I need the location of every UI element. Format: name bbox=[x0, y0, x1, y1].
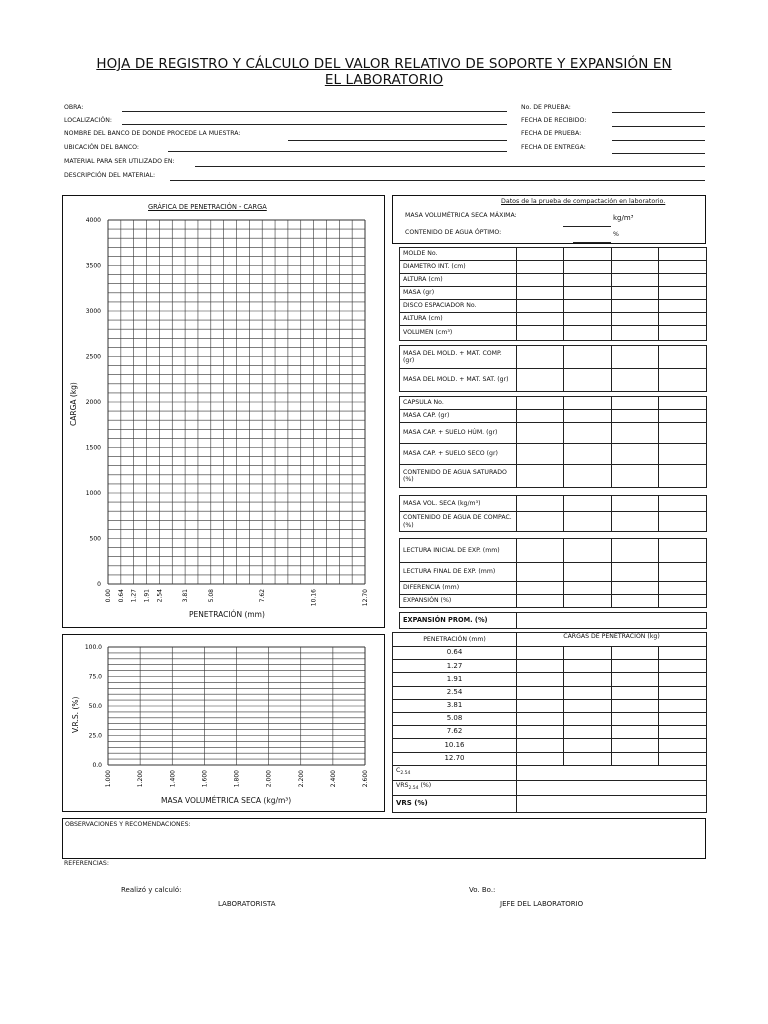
expansion-prom-cell[interactable] bbox=[517, 613, 707, 629]
pen-summary-row bbox=[393, 765, 707, 780]
value-cell[interactable] bbox=[564, 496, 612, 512]
load-cell[interactable] bbox=[517, 739, 564, 752]
value-cell[interactable] bbox=[612, 274, 659, 287]
pen-header-right: CARGAS DE PENETRACIÓN (kg) bbox=[517, 633, 707, 647]
pen-value: 2.54 bbox=[393, 686, 517, 699]
value-cell[interactable] bbox=[517, 397, 564, 410]
value-cell[interactable] bbox=[517, 313, 564, 326]
value-cell[interactable] bbox=[612, 346, 659, 369]
field-line-fecha-recibido[interactable] bbox=[612, 126, 705, 127]
value-cell[interactable] bbox=[517, 595, 564, 608]
value-cell[interactable] bbox=[659, 261, 707, 274]
value-cell[interactable] bbox=[612, 582, 659, 595]
x-tick-label: 7.62 bbox=[259, 589, 267, 603]
load-cell[interactable] bbox=[564, 739, 612, 752]
data-row bbox=[400, 313, 707, 326]
value-cell[interactable] bbox=[659, 397, 707, 410]
value-cell[interactable] bbox=[564, 563, 612, 582]
load-cell[interactable] bbox=[517, 647, 564, 660]
load-cell[interactable] bbox=[612, 726, 659, 739]
x-tick-label: 5.08 bbox=[207, 589, 215, 603]
load-cell[interactable] bbox=[612, 673, 659, 686]
row-label: ALTURA (cm) bbox=[400, 313, 517, 326]
y-tick-label: 75.0 bbox=[88, 673, 102, 681]
load-cell[interactable] bbox=[517, 699, 564, 712]
value-cell[interactable] bbox=[564, 300, 612, 313]
value-cell[interactable] bbox=[612, 300, 659, 313]
y-tick-label: 500 bbox=[89, 535, 101, 543]
load-cell[interactable] bbox=[612, 686, 659, 699]
value-cell[interactable] bbox=[564, 397, 612, 410]
data-row bbox=[400, 326, 707, 341]
value-cell[interactable] bbox=[659, 326, 707, 341]
value-cell[interactable] bbox=[659, 274, 707, 287]
value-cell[interactable] bbox=[517, 582, 564, 595]
row-label: MASA CAP. + SUELO SECO (gr) bbox=[400, 444, 517, 465]
value-cell[interactable] bbox=[564, 261, 612, 274]
data-block-5 bbox=[399, 538, 707, 608]
load-cell[interactable] bbox=[612, 699, 659, 712]
y-tick-label: 3500 bbox=[85, 262, 101, 270]
y-tick-label: 2500 bbox=[85, 353, 101, 361]
value-cell[interactable] bbox=[612, 410, 659, 423]
value-cell[interactable] bbox=[659, 369, 707, 392]
value-cell[interactable] bbox=[659, 539, 707, 563]
row-label: EXPANSIÓN (%) bbox=[400, 595, 517, 608]
x-tick-label: 0.64 bbox=[117, 589, 125, 603]
load-cell[interactable] bbox=[564, 752, 612, 765]
pen-value: 1.27 bbox=[393, 660, 517, 673]
pen-summary-row bbox=[393, 780, 707, 795]
value-cell[interactable] bbox=[612, 397, 659, 410]
observaciones-box[interactable] bbox=[62, 818, 706, 859]
value-cell[interactable] bbox=[612, 261, 659, 274]
value-cell[interactable] bbox=[517, 274, 564, 287]
value-cell[interactable] bbox=[659, 248, 707, 261]
value-cell[interactable] bbox=[564, 248, 612, 261]
field-label-descripcion: DESCRIPCIÓN DEL MATERIAL: bbox=[64, 172, 156, 179]
row-label: MASA CAP. + SUELO HÚM. (gr) bbox=[400, 423, 517, 444]
value-cell[interactable] bbox=[517, 563, 564, 582]
field-line-material[interactable] bbox=[195, 166, 705, 167]
x-tick-label: 2.200 bbox=[297, 770, 305, 788]
value-cell[interactable] bbox=[517, 300, 564, 313]
pen-row bbox=[393, 673, 707, 686]
vrs-chart-ylabel: V.R.S. (%) bbox=[71, 696, 80, 733]
row-label: ALTURA (cm) bbox=[400, 274, 517, 287]
referencias-label: REFERENCIAS: bbox=[64, 860, 109, 867]
load-cell[interactable] bbox=[659, 699, 707, 712]
value-cell[interactable] bbox=[659, 444, 707, 465]
value-cell[interactable] bbox=[564, 595, 612, 608]
c-254-label: $C_{2.54}$ bbox=[393, 765, 517, 780]
value-cell[interactable] bbox=[517, 496, 564, 512]
load-cell[interactable] bbox=[612, 712, 659, 725]
field-label-obra: OBRA: bbox=[64, 104, 84, 111]
data-row bbox=[400, 539, 707, 563]
penetration-chart-plot bbox=[63, 196, 383, 626]
summary-cell[interactable] bbox=[517, 765, 707, 780]
load-cell[interactable] bbox=[517, 726, 564, 739]
row-label: CONTENIDO DE AGUA DE COMPAC. (%) bbox=[400, 512, 517, 532]
value-cell[interactable] bbox=[517, 512, 564, 532]
value-cell[interactable] bbox=[659, 410, 707, 423]
page-title: HOJA DE REGISTRO Y CÁLCULO DEL VALOR RELATIVO DE SOPORTE Y EXPANSIÓN EN bbox=[96, 56, 672, 72]
x-tick-label: 2.400 bbox=[329, 770, 337, 788]
data-row bbox=[400, 582, 707, 595]
value-cell[interactable] bbox=[612, 539, 659, 563]
pen-value: 10.16 bbox=[393, 739, 517, 752]
w-opt-label: CONTENIDO DE AGUA ÓPTIMO: bbox=[405, 229, 502, 236]
load-cell[interactable] bbox=[564, 660, 612, 673]
load-cell[interactable] bbox=[659, 752, 707, 765]
value-cell[interactable] bbox=[517, 410, 564, 423]
value-cell[interactable] bbox=[564, 539, 612, 563]
penetration-chart-xlabel: PENETRACIÓN (mm) bbox=[189, 610, 265, 619]
data-row bbox=[400, 300, 707, 313]
value-cell[interactable] bbox=[659, 346, 707, 369]
pen-row bbox=[393, 647, 707, 660]
expansion-prom-table bbox=[399, 612, 707, 629]
field-line-no-prueba[interactable] bbox=[612, 112, 705, 113]
data-block-2 bbox=[399, 345, 707, 392]
field-label-fecha-entrega: FECHA DE ENTREGA: bbox=[521, 144, 586, 151]
value-cell[interactable] bbox=[612, 496, 659, 512]
field-label-no-prueba: No. DE PRUEBA: bbox=[521, 104, 571, 111]
data-row bbox=[400, 410, 707, 423]
penetration-loads-table bbox=[392, 632, 707, 813]
row-label: MASA VOL. SECA (kg/m³) bbox=[400, 496, 517, 512]
observaciones-label: OBSERVACIONES Y RECOMENDACIONES: bbox=[65, 821, 191, 828]
load-cell[interactable] bbox=[564, 647, 612, 660]
x-tick-label: 2.54 bbox=[156, 589, 164, 603]
x-tick-label: 2.600 bbox=[362, 770, 369, 788]
pen-value: 7.62 bbox=[393, 726, 517, 739]
load-cell[interactable] bbox=[659, 686, 707, 699]
data-row bbox=[400, 346, 707, 369]
field-line-ubicacion[interactable] bbox=[168, 151, 507, 152]
load-cell[interactable] bbox=[659, 739, 707, 752]
value-cell[interactable] bbox=[659, 300, 707, 313]
row-label: MASA DEL MOLD. + MAT. COMP. (gr) bbox=[400, 346, 517, 369]
y-tick-label: 0.0 bbox=[92, 762, 102, 769]
load-cell[interactable] bbox=[612, 739, 659, 752]
pen-value: 1.91 bbox=[393, 673, 517, 686]
load-cell[interactable] bbox=[659, 647, 707, 660]
expansion-prom-label: EXPANSIÓN PROM. (%) bbox=[400, 613, 517, 629]
realizo-label: Realizó y calculó: bbox=[121, 886, 182, 894]
x-tick-label: 1.27 bbox=[130, 589, 138, 603]
row-label: DIFERENCIA (mm) bbox=[400, 582, 517, 595]
value-cell[interactable] bbox=[564, 465, 612, 488]
vobo-label: Vo. Bo.: bbox=[469, 886, 496, 894]
value-cell[interactable] bbox=[517, 369, 564, 392]
value-cell[interactable] bbox=[564, 423, 612, 444]
value-cell[interactable] bbox=[659, 595, 707, 608]
field-line-fecha-prueba[interactable] bbox=[612, 140, 705, 141]
load-cell[interactable] bbox=[564, 673, 612, 686]
row-label: DIAMETRO INT. (cm) bbox=[400, 261, 517, 274]
value-cell[interactable] bbox=[517, 326, 564, 341]
data-row bbox=[400, 248, 707, 261]
value-cell[interactable] bbox=[564, 287, 612, 300]
data-row bbox=[400, 261, 707, 274]
row-label: CAPSULA No. bbox=[400, 397, 517, 410]
value-cell[interactable] bbox=[612, 369, 659, 392]
load-cell[interactable] bbox=[517, 660, 564, 673]
data-row bbox=[400, 287, 707, 300]
data-row bbox=[400, 423, 707, 444]
load-cell[interactable] bbox=[612, 752, 659, 765]
value-cell[interactable] bbox=[659, 496, 707, 512]
data-row bbox=[400, 465, 707, 488]
value-cell[interactable] bbox=[612, 326, 659, 341]
value-cell[interactable] bbox=[564, 444, 612, 465]
load-cell[interactable] bbox=[517, 673, 564, 686]
value-cell[interactable] bbox=[517, 346, 564, 369]
row-label: MASA (gr) bbox=[400, 287, 517, 300]
value-cell[interactable] bbox=[517, 423, 564, 444]
row-label: MOLDE No. bbox=[400, 248, 517, 261]
mvs-max-label: MASA VOLUMÉTRICA SECA MÁXIMA: bbox=[405, 212, 517, 219]
value-cell[interactable] bbox=[612, 423, 659, 444]
value-cell[interactable] bbox=[659, 313, 707, 326]
penetration-chart-title: GRÁFICA DE PENETRACIÓN - CARGA bbox=[148, 203, 267, 211]
y-tick-label: 2000 bbox=[85, 399, 101, 406]
value-cell[interactable] bbox=[659, 423, 707, 444]
field-line-banco[interactable] bbox=[288, 140, 507, 141]
value-cell[interactable] bbox=[612, 595, 659, 608]
compaction-box bbox=[392, 195, 706, 244]
data-row bbox=[400, 369, 707, 392]
row-label: DISCO ESPACIADOR No. bbox=[400, 300, 517, 313]
y-tick-label: 3000 bbox=[85, 308, 101, 315]
y-tick-label: 1000 bbox=[85, 490, 101, 497]
value-cell[interactable] bbox=[564, 346, 612, 369]
w-opt-line[interactable] bbox=[573, 242, 611, 243]
load-cell[interactable] bbox=[659, 712, 707, 725]
load-cell[interactable] bbox=[564, 712, 612, 725]
y-tick-label: 50.0 bbox=[88, 703, 102, 710]
pen-row bbox=[393, 752, 707, 765]
load-cell[interactable] bbox=[659, 660, 707, 673]
vrs-chart-box bbox=[62, 634, 385, 812]
data-row bbox=[400, 512, 707, 532]
value-cell[interactable] bbox=[612, 313, 659, 326]
pen-value: 0.64 bbox=[393, 647, 517, 660]
field-line-fecha-entrega[interactable] bbox=[612, 153, 705, 154]
value-cell[interactable] bbox=[612, 465, 659, 488]
data-row bbox=[400, 563, 707, 582]
pen-row bbox=[393, 726, 707, 739]
load-cell[interactable] bbox=[612, 647, 659, 660]
value-cell[interactable] bbox=[564, 326, 612, 341]
x-tick-label: 2.000 bbox=[265, 770, 273, 788]
jefe-label: JEFE DEL LABORATORIO bbox=[500, 900, 584, 908]
row-label: LECTURA FINAL DE EXP. (mm) bbox=[400, 563, 517, 582]
pen-header-left: PENETRACIÓN (mm) bbox=[393, 633, 517, 647]
x-tick-label: 0.00 bbox=[105, 589, 112, 603]
laboratorista-label: LABORATORISTA bbox=[218, 900, 276, 908]
value-cell[interactable] bbox=[612, 512, 659, 532]
value-cell[interactable] bbox=[564, 410, 612, 423]
load-cell[interactable] bbox=[517, 712, 564, 725]
pen-value: 3.81 bbox=[393, 699, 517, 712]
value-cell[interactable] bbox=[659, 563, 707, 582]
row-label: VOLUMEN (cm³) bbox=[400, 326, 517, 341]
vrs-label: VRS (%) bbox=[393, 795, 517, 812]
load-cell[interactable] bbox=[564, 726, 612, 739]
row-label: MASA CAP. (gr) bbox=[400, 410, 517, 423]
y-tick-label: 25.0 bbox=[88, 732, 102, 740]
value-cell[interactable] bbox=[517, 261, 564, 274]
field-label-material: MATERIAL PARA SER UTILIZADO EN: bbox=[64, 158, 175, 165]
load-cell[interactable] bbox=[517, 752, 564, 765]
value-cell[interactable] bbox=[564, 369, 612, 392]
mvs-max-line[interactable] bbox=[563, 226, 611, 227]
data-row bbox=[400, 444, 707, 465]
penetration-chart-ylabel: CARGA (kg) bbox=[69, 382, 78, 426]
load-cell[interactable] bbox=[517, 686, 564, 699]
page-title-line2: EL LABORATORIO bbox=[324, 72, 444, 88]
load-cell[interactable] bbox=[564, 699, 612, 712]
x-tick-label: 1.000 bbox=[105, 770, 112, 788]
data-row bbox=[400, 397, 707, 410]
value-cell[interactable] bbox=[659, 465, 707, 488]
compaction-heading: Datos de la prueba de compactación en laboratorio. bbox=[501, 198, 666, 205]
load-cell[interactable] bbox=[564, 686, 612, 699]
x-tick-label: 1.800 bbox=[233, 770, 241, 788]
value-cell[interactable] bbox=[517, 248, 564, 261]
row-label: LECTURA INICIAL DE EXP. (mm) bbox=[400, 539, 517, 563]
value-cell[interactable] bbox=[659, 582, 707, 595]
x-tick-label: 1.200 bbox=[137, 770, 145, 788]
field-line-obra[interactable] bbox=[122, 111, 507, 112]
field-line-localizacion[interactable] bbox=[122, 124, 507, 125]
row-label: CONTENIDO DE AGUA SATURADO (%) bbox=[400, 465, 517, 488]
pen-row bbox=[393, 660, 707, 673]
y-tick-label: 0 bbox=[97, 581, 101, 588]
value-cell[interactable] bbox=[612, 563, 659, 582]
y-tick-label: 100.0 bbox=[84, 644, 102, 651]
field-label-banco: NOMBRE DEL BANCO DE DONDE PROCEDE LA MUESTRA: bbox=[64, 130, 241, 137]
value-cell[interactable] bbox=[517, 465, 564, 488]
field-label-fecha-prueba: FECHA DE PRUEBA: bbox=[521, 130, 582, 137]
pen-row bbox=[393, 712, 707, 725]
w-opt-unit: % bbox=[613, 231, 619, 238]
load-cell[interactable] bbox=[612, 660, 659, 673]
value-cell[interactable] bbox=[517, 539, 564, 563]
mvs-max-unit: kg/m³ bbox=[613, 214, 634, 222]
load-cell[interactable] bbox=[659, 726, 707, 739]
y-tick-label: 4000 bbox=[85, 217, 101, 224]
data-block-1 bbox=[399, 247, 707, 341]
x-tick-label: 12.70 bbox=[362, 589, 369, 607]
value-cell[interactable] bbox=[612, 444, 659, 465]
value-cell[interactable] bbox=[564, 582, 612, 595]
x-tick-label: 10.16 bbox=[310, 589, 318, 607]
summary-cell[interactable] bbox=[517, 780, 707, 795]
value-cell[interactable] bbox=[517, 444, 564, 465]
pen-value: 5.08 bbox=[393, 712, 517, 725]
field-line-descripcion[interactable] bbox=[170, 180, 705, 181]
x-tick-label: 1.600 bbox=[201, 770, 209, 788]
data-row bbox=[400, 496, 707, 512]
value-cell[interactable] bbox=[612, 248, 659, 261]
pen-row bbox=[393, 699, 707, 712]
summary-cell[interactable] bbox=[517, 795, 707, 812]
y-tick-label: 1500 bbox=[85, 444, 101, 452]
value-cell[interactable] bbox=[564, 512, 612, 532]
field-label-localizacion: LOCALIZACIÓN: bbox=[64, 117, 113, 124]
value-cell[interactable] bbox=[564, 313, 612, 326]
field-label-fecha-recibido: FECHA DE RECIBIDO: bbox=[521, 117, 587, 124]
penetration-chart-box bbox=[62, 195, 385, 628]
value-cell[interactable] bbox=[564, 274, 612, 287]
load-cell[interactable] bbox=[659, 673, 707, 686]
vrs-254-label: $VRS_{2.54}$ (%) bbox=[393, 780, 517, 795]
value-cell[interactable] bbox=[517, 287, 564, 300]
data-block-3 bbox=[399, 396, 707, 488]
x-tick-label: 3.81 bbox=[182, 589, 190, 603]
pen-row bbox=[393, 739, 707, 752]
pen-row bbox=[393, 686, 707, 699]
value-cell[interactable] bbox=[612, 287, 659, 300]
data-row bbox=[400, 274, 707, 287]
x-tick-label: 1.91 bbox=[143, 589, 151, 603]
pen-summary-row bbox=[393, 795, 707, 812]
field-label-ubicacion: UBICACIÓN DEL BANCO: bbox=[64, 144, 140, 151]
vrs-chart-plot bbox=[63, 635, 383, 810]
value-cell[interactable] bbox=[659, 512, 707, 532]
data-block-4 bbox=[399, 495, 707, 532]
pen-value: 12.70 bbox=[393, 752, 517, 765]
x-tick-label: 1.400 bbox=[169, 770, 177, 788]
value-cell[interactable] bbox=[659, 287, 707, 300]
data-row bbox=[400, 595, 707, 608]
row-label: MASA DEL MOLD. + MAT. SAT. (gr) bbox=[400, 369, 517, 392]
vrs-chart-xlabel: MASA VOLUMÉTRICA SECA (kg/m³) bbox=[161, 796, 292, 805]
